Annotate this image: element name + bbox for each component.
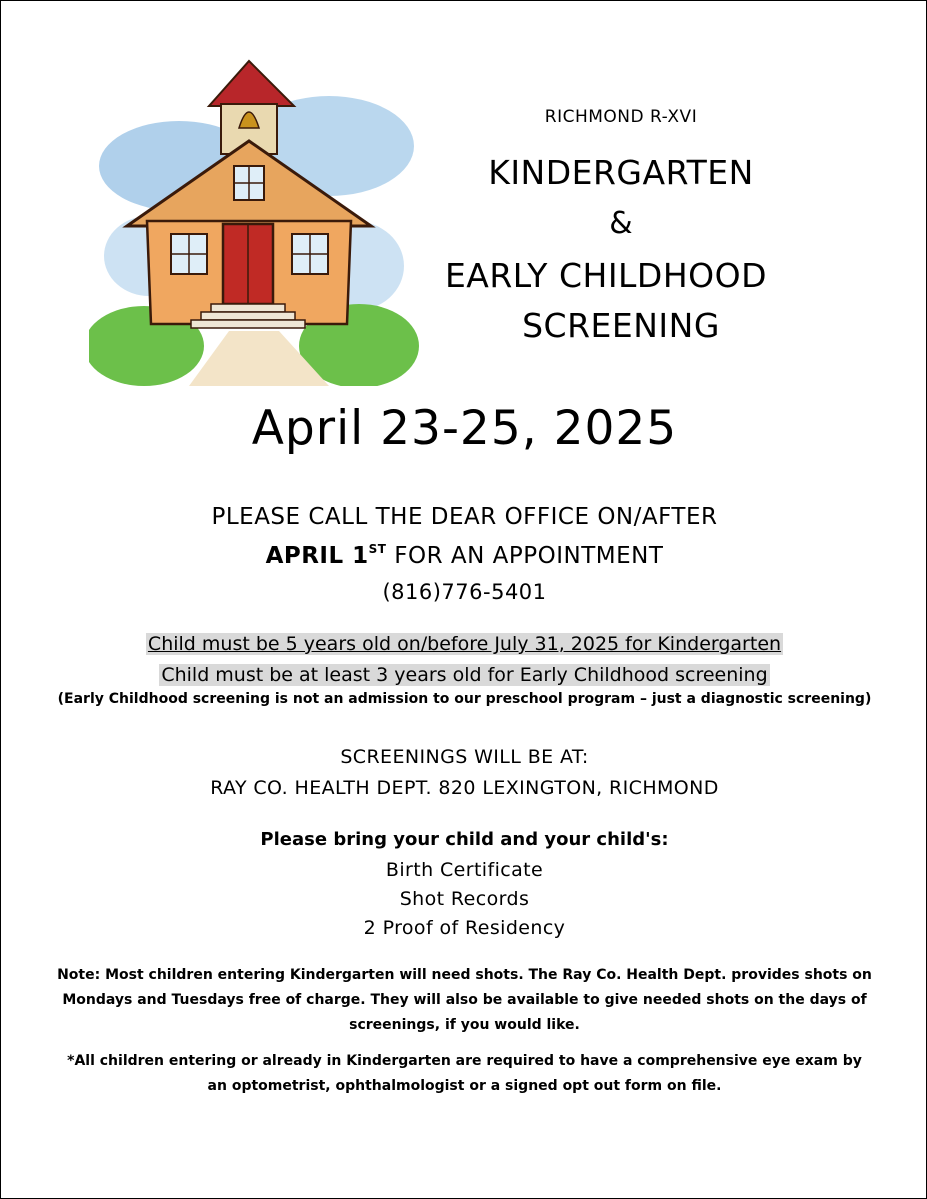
shots-note: Note: Most children entering Kindergarten will need shots. The Ray Co. Health Dept. provides shots on Mondays and Tuesdays free of charge. They will also be available to give needed shots on the days of screenings, if you would like. <box>57 967 872 1033</box>
appointment-date-line <box>1 542 927 569</box>
appointment-instruction: PLEASE CALL THE DEAR OFFICE ON/AFTER <box>211 504 718 530</box>
title-ampersand: & <box>609 206 633 241</box>
appointment-date-rest: FOR AN APPOINTMENT <box>386 543 664 569</box>
early-childhood-age-text: Child must be at least 3 years old for Early Childhood screening <box>161 664 768 686</box>
event-dates: April 23-25, 2025 <box>251 401 678 456</box>
location-address: RAY CO. HEALTH DEPT. 820 LEXINGTON, RICHMOND <box>210 777 719 799</box>
bring-item: Birth Certificate <box>385 859 544 881</box>
appointment-date: APRIL 1 <box>265 543 369 569</box>
bring-item: 2 Proof of Residency <box>363 917 566 939</box>
location-heading: SCREENINGS WILL BE AT: <box>340 746 589 768</box>
appointment-date-suffix: ST <box>368 542 387 556</box>
title-screening: SCREENING <box>522 306 720 345</box>
schoolhouse-illustration <box>89 56 419 386</box>
district-name: RICHMOND R-XVI <box>544 107 698 127</box>
bring-item: Shot Records <box>399 888 530 910</box>
kindergarten-age-text: Child must be 5 years old on/before July 31, 2025 for Kindergarten <box>147 633 782 655</box>
title-kindergarten: KINDERGARTEN <box>488 153 754 192</box>
eye-exam-note: *All children entering or already in Kindergarten are required to have a comprehensive eye exam by an optometrist, ophthalmologist or a signed opt out form on file. <box>67 1053 862 1094</box>
title-early-childhood: EARLY CHILDHOOD <box>444 256 768 295</box>
early-childhood-age-requirement <box>1 664 927 686</box>
phone-number: (816)776-5401 <box>382 580 547 604</box>
kindergarten-age-requirement <box>1 633 927 655</box>
screening-disclaimer: (Early Childhood screening is not an admission to our preschool program – just a diagnostic screening) <box>57 691 872 707</box>
bring-heading: Please bring your child and your child's: <box>260 829 669 850</box>
